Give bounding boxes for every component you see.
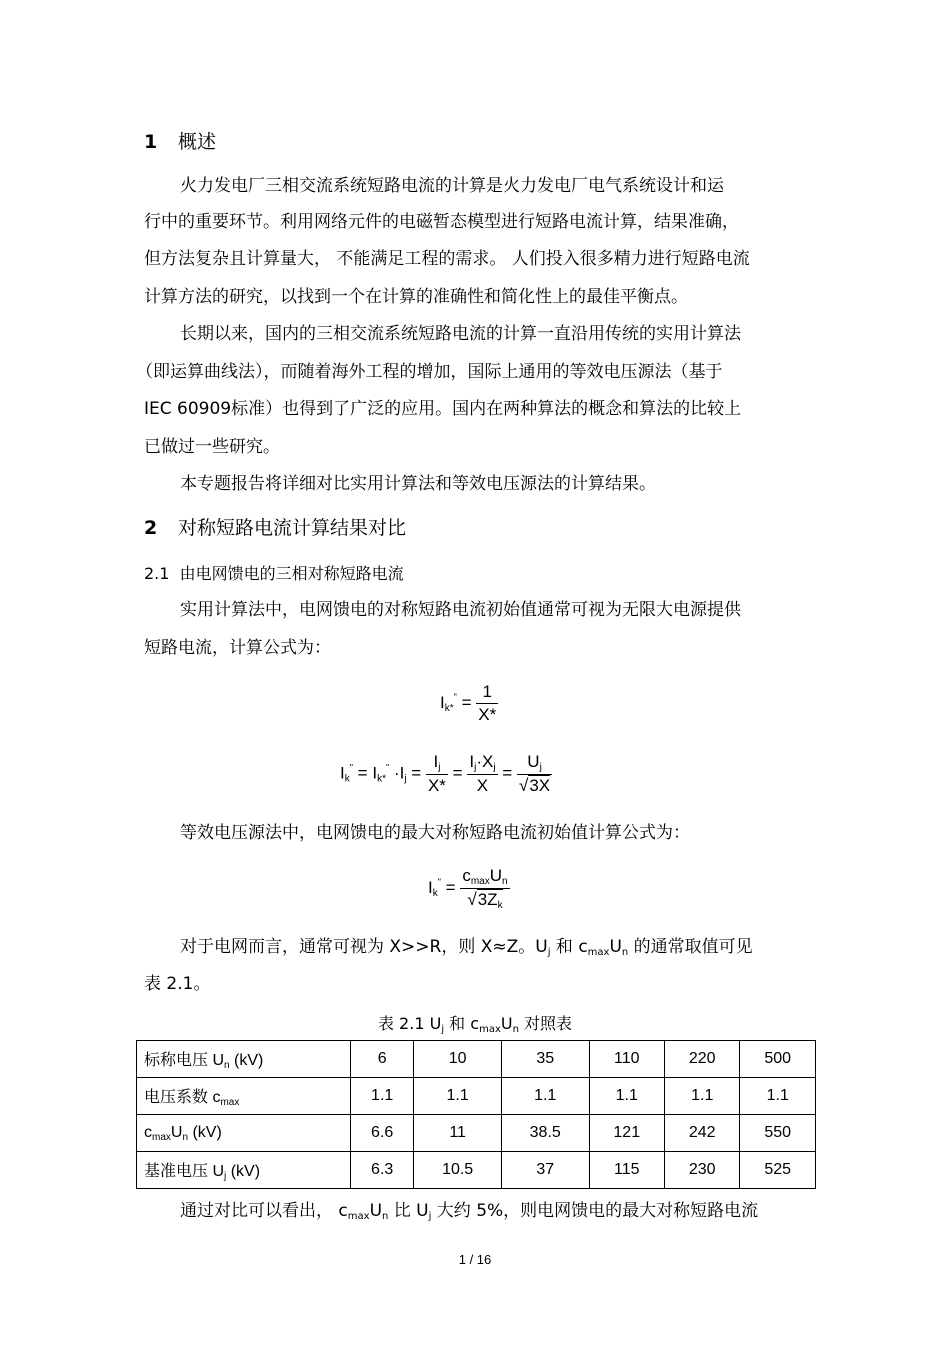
table-cell: 1.1 <box>414 1078 502 1115</box>
table-caption: 表 2.1 $U_j$ 和 $c_{max}U_n$ 对照表 <box>377 1014 573 1035</box>
table-cell: 6.3 <box>351 1152 414 1189</box>
table-cell: 10 <box>414 1041 502 1078</box>
paragraph-line: 实用计算法中，电网馈电的对称短路电流初始值通常可视为无限大电源提供 <box>180 600 741 620</box>
paragraph-line: 通过对比可以看出， $c_{max}U_n$ 比 $U_j$ 大约 5%，则电网馈电的最大对称短路电流 <box>180 1201 759 1222</box>
table-row <box>137 1041 816 1078</box>
formula-practical-per-unit: $I_{k*}^"$ = $\frac{1}{X*}$ <box>440 682 497 724</box>
table-cell: 550 <box>740 1115 816 1152</box>
table-cell: 1.1 <box>351 1078 414 1115</box>
row-label: 标称电压 $U_n$ (kV) <box>137 1041 351 1078</box>
table-cell: 525 <box>740 1152 816 1189</box>
paragraph-line: 本专题报告将详细对比实用计算法和等效电压源法的计算结果。 <box>180 474 656 494</box>
table-cell: 1.1 <box>501 1078 589 1115</box>
subsection-heading <box>144 563 404 585</box>
paragraph-line: （即运算曲线法），而随着海外工程的增加，国际上通用的等效电压源法（基于 <box>136 362 723 382</box>
section-2-heading <box>144 517 406 539</box>
table-cell: 1.1 <box>664 1078 739 1115</box>
paragraph-line: 等效电压源法中，电网馈电的最大对称短路电流初始值计算公式为： <box>180 823 690 843</box>
paragraph-line: IEC 60909标准）也得到了广泛的应用。国内在两种算法的概念和算法的比较上 <box>144 399 742 419</box>
table-cell: 1.1 <box>740 1078 816 1115</box>
paragraph-line: 但方法复杂且计算量大， 不能满足工程的需求。 人们投入很多精力进行短路电流 <box>144 249 750 269</box>
table-cell: 230 <box>664 1152 739 1189</box>
table-cell: 220 <box>664 1041 739 1078</box>
section-title: 概述 <box>178 131 217 153</box>
page-number: 1 / 16 <box>458 1252 492 1267</box>
row-label: $c_{max}U_n$ (kV) <box>137 1115 351 1152</box>
paragraph-line: 对于电网而言，通常可视为 X>>R，则 X≈Z。$U_j$ 和 $c_{max}U_n$ 的通常取值可见 <box>180 937 753 958</box>
table-cell: 242 <box>664 1115 739 1152</box>
table-cell: 38.5 <box>501 1115 589 1152</box>
table-row <box>137 1078 816 1115</box>
paragraph-line: 长期以来，国内的三相交流系统短路电流的计算一直沿用传统的实用计算法 <box>180 324 741 344</box>
table-cell: 10.5 <box>414 1152 502 1189</box>
table-cell: 37 <box>501 1152 589 1189</box>
paragraph-line: 火力发电厂三相交流系统短路电流的计算是火力发电厂电气系统设计和运 <box>180 176 724 196</box>
row-label: 基准电压 $U_j$ (kV) <box>137 1152 351 1189</box>
table-row <box>137 1152 816 1189</box>
table-cell: 11 <box>414 1115 502 1152</box>
table-cell: 6 <box>351 1041 414 1078</box>
table-cell: 110 <box>589 1041 664 1078</box>
paragraph-line: 行中的重要环节。利用网络元件的电磁暂态模型进行短路电流计算，结果准确， <box>144 212 739 232</box>
table-row <box>137 1115 816 1152</box>
subsection-title: 由电网馈电的三相对称短路电流 <box>179 564 404 583</box>
paragraph-line: 表 2.1。 <box>144 974 211 994</box>
table-cell: 121 <box>589 1115 664 1152</box>
paragraph-line: 已做过一些研究。 <box>144 437 280 457</box>
paragraph-line: 计算方法的研究，以找到一个在计算的准确性和简化性上的最佳平衡点。 <box>144 287 688 307</box>
table-cell: 115 <box>589 1152 664 1189</box>
table-cell: 500 <box>740 1041 816 1078</box>
paragraph-line: 短路电流，计算公式为： <box>144 638 331 658</box>
row-label: 电压系数 $c_{max}$ <box>137 1078 351 1115</box>
section-title: 对称短路电流计算结果对比 <box>178 517 407 539</box>
section-number: 2 <box>144 517 158 539</box>
section-number: 1 <box>144 131 158 153</box>
section-1-heading <box>144 131 216 153</box>
subsection-number: 2.1 <box>144 564 170 583</box>
voltage-comparison-table <box>136 1040 816 1189</box>
table-cell: 35 <box>501 1041 589 1078</box>
table-cell: 6.6 <box>351 1115 414 1152</box>
formula-equivalent-voltage-source: $I_k^"$ = $\frac{c_{max}U_n}{√3Z_k}$ <box>428 866 508 911</box>
formula-practical-current: $I_k^" = I_{k*}^" \cdot I_j$ = $\frac{I_j}{X*}$ = $\frac{I_j\cdot X_j}{X}$ = $\frac{U_j}{√3X}$ <box>340 752 551 795</box>
table-cell: 1.1 <box>589 1078 664 1115</box>
